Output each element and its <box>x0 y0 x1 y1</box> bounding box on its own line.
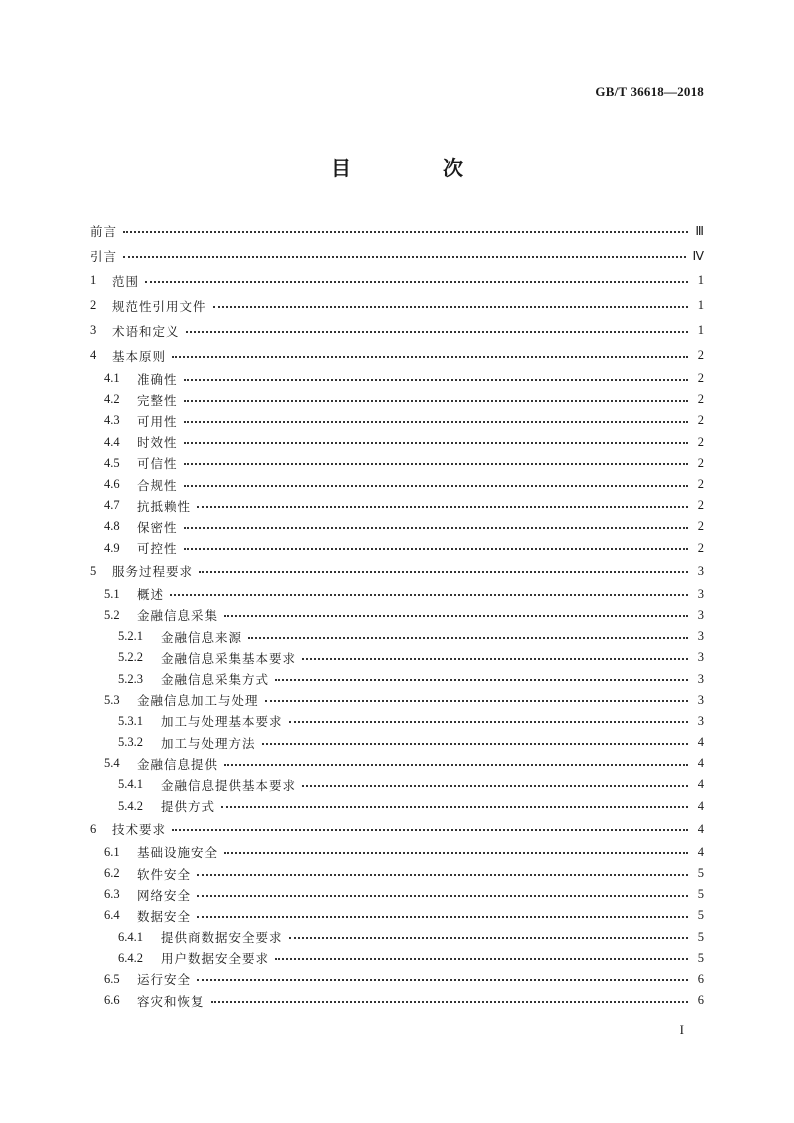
toc-entry[interactable] <box>90 863 704 884</box>
toc-entry-page: Ⅲ <box>695 223 704 238</box>
toc-entry-number: 6.6 <box>104 993 120 1008</box>
toc-entry-page: 5 <box>697 866 704 881</box>
toc-entry-number: 5.2.1 <box>118 629 143 644</box>
toc-entry[interactable] <box>90 559 704 584</box>
toc-entry-page: 5 <box>697 887 704 902</box>
toc-dot-leader <box>302 658 688 660</box>
toc-entry-page: 3 <box>697 650 704 665</box>
toc-entry-title: 金融信息提供基本要求 <box>161 777 297 793</box>
toc-entry-number: 4.1 <box>104 371 120 386</box>
toc-entry-title: 基础设施安全 <box>137 845 219 861</box>
toc-entry-number: 5.1 <box>104 586 120 601</box>
standard-number: GB/T 36618—2018 <box>595 84 704 99</box>
toc-entry-number: 6.4.2 <box>118 950 143 965</box>
toc-entry-page: 4 <box>697 756 704 771</box>
toc-entry[interactable] <box>90 474 704 495</box>
toc-entry[interactable] <box>90 243 704 268</box>
toc-entry[interactable] <box>90 368 704 389</box>
toc-entry-title: 金融信息采集方式 <box>161 672 270 688</box>
toc-entry-number: 4.2 <box>104 392 120 407</box>
toc-entry[interactable] <box>90 817 704 842</box>
toc-dot-leader <box>184 379 688 381</box>
toc-entry-page: 1 <box>697 273 704 287</box>
toc-entry-page: 4 <box>697 844 704 859</box>
toc-entry[interactable] <box>90 432 704 453</box>
toc-entry[interactable] <box>90 647 704 668</box>
toc-entry-title: 合规性 <box>137 477 178 493</box>
toc-entry-number: 5.3.2 <box>118 735 143 750</box>
toc-dot-leader <box>197 895 688 897</box>
toc-entry[interactable] <box>90 495 704 516</box>
toc-dot-leader <box>184 421 688 423</box>
toc-dot-leader <box>197 506 688 508</box>
toc-entry-number: 5.2.2 <box>118 650 143 665</box>
toc-entry-page: 2 <box>697 371 704 386</box>
toc-entry-number: 4 <box>90 348 97 362</box>
toc-entry[interactable] <box>90 318 704 343</box>
toc-entry-number: 1 <box>90 273 97 287</box>
toc-entry[interactable] <box>90 516 704 537</box>
toc-dot-leader <box>275 679 688 681</box>
toc-dot-leader <box>265 700 688 702</box>
toc-dot-leader <box>224 852 688 854</box>
toc-entry-number: 6.4 <box>104 908 120 923</box>
toc-entry-number: 4.7 <box>104 498 120 513</box>
toc-entry[interactable] <box>90 218 704 243</box>
toc-entry-page: 1 <box>697 298 704 312</box>
toc-entry-number: 4.5 <box>104 455 120 470</box>
toc-entry-number: 4.9 <box>104 540 120 555</box>
toc-entry-title: 加工与处理基本要求 <box>161 714 283 730</box>
toc-entry-number: 4.3 <box>104 413 120 428</box>
toc-entry-title: 可信性 <box>137 456 178 472</box>
toc-entry-page: 5 <box>697 908 704 923</box>
toc-dot-leader <box>224 764 688 766</box>
toc-entry-number: 6.5 <box>104 971 120 986</box>
page-folio: I <box>679 1022 684 1037</box>
toc-entry-page: 2 <box>697 498 704 513</box>
toc-entry-number: 6.1 <box>104 844 120 859</box>
toc-entry-title: 数据安全 <box>137 908 192 924</box>
toc-entry-page: 3 <box>697 671 704 686</box>
toc-dot-leader <box>197 979 688 981</box>
toc-dot-leader <box>199 571 688 573</box>
toc-entry-title: 保密性 <box>137 519 178 535</box>
toc-entry-number: 5.2.3 <box>118 671 143 686</box>
toc-dot-leader <box>224 615 688 617</box>
toc-entry[interactable] <box>90 584 704 605</box>
toc-entry-title: 范围 <box>112 273 140 289</box>
toc-entry[interactable] <box>90 927 704 948</box>
table-of-contents <box>90 218 704 1011</box>
toc-entry-title: 运行安全 <box>137 972 192 988</box>
toc-dot-leader <box>262 743 688 745</box>
toc-dot-leader <box>184 463 688 465</box>
toc-entry[interactable] <box>90 732 704 753</box>
toc-dot-leader <box>186 331 688 333</box>
toc-entry-page: 4 <box>697 798 704 813</box>
toc-entry-title: 金融信息加工与处理 <box>137 693 259 709</box>
toc-dot-leader <box>184 442 688 444</box>
toc-entry-page: 3 <box>697 692 704 707</box>
toc-dot-leader <box>123 231 688 233</box>
toc-dot-leader <box>213 306 688 308</box>
toc-entry[interactable] <box>90 668 704 689</box>
toc-entry[interactable] <box>90 990 704 1011</box>
toc-entry-title: 准确性 <box>137 371 178 387</box>
toc-entry-title: 可控性 <box>137 541 178 557</box>
toc-entry-number: 5.4 <box>104 756 120 771</box>
toc-dot-leader <box>197 916 688 918</box>
toc-entry-title: 金融信息采集 <box>137 608 219 624</box>
toc-entry-page: 4 <box>697 777 704 792</box>
toc-entry[interactable] <box>90 842 704 863</box>
toc-entry-page: 2 <box>697 519 704 534</box>
toc-dot-leader <box>172 356 688 358</box>
toc-dot-leader <box>289 937 688 939</box>
toc-entry-title: 网络安全 <box>137 887 192 903</box>
toc-entry-number: 4.4 <box>104 434 120 449</box>
toc-dot-leader <box>275 958 688 960</box>
toc-entry-page: 3 <box>697 629 704 644</box>
toc-entry-page: 3 <box>697 713 704 728</box>
toc-entry-number: 5.2 <box>104 607 120 622</box>
toc-entry-title: 用户数据安全要求 <box>161 951 270 967</box>
toc-entry[interactable] <box>90 690 704 711</box>
toc-entry[interactable] <box>90 905 704 926</box>
toc-entry-page: 2 <box>697 540 704 555</box>
toc-dot-leader <box>211 1001 688 1003</box>
toc-entry-page: 2 <box>697 434 704 449</box>
toc-entry-page: 2 <box>697 477 704 492</box>
toc-entry-number: 6.2 <box>104 866 120 881</box>
toc-entry-page: 6 <box>697 993 704 1008</box>
toc-entry-page: 2 <box>697 455 704 470</box>
toc-entry[interactable] <box>90 969 704 990</box>
toc-entry-page: 1 <box>697 323 704 337</box>
toc-entry-page: 5 <box>697 929 704 944</box>
toc-dot-leader <box>221 806 688 808</box>
toc-entry[interactable] <box>90 605 704 626</box>
toc-dot-leader <box>289 721 688 723</box>
toc-entry-number: 6.3 <box>104 887 120 902</box>
toc-entry-page: 4 <box>697 735 704 750</box>
toc-entry-number: 2 <box>90 298 97 312</box>
toc-entry-title: 提供商数据安全要求 <box>161 930 283 946</box>
toc-entry-title: 规范性引用文件 <box>112 298 207 314</box>
toc-entry[interactable] <box>90 410 704 431</box>
toc-entry-title: 完整性 <box>137 392 178 408</box>
toc-entry-page: 2 <box>697 392 704 407</box>
toc-entry-number: 4.8 <box>104 519 120 534</box>
toc-entry[interactable] <box>90 711 704 732</box>
toc-entry-page: Ⅳ <box>692 248 704 263</box>
toc-entry-number: 5.4.2 <box>118 798 143 813</box>
toc-entry-title: 术语和定义 <box>112 323 180 339</box>
toc-dot-leader <box>145 281 688 283</box>
toc-entry-number: 6.4.1 <box>118 929 143 944</box>
toc-entry-title: 前言 <box>90 223 118 239</box>
toc-title: 目 次 <box>331 156 499 180</box>
toc-entry-title: 概述 <box>137 587 165 603</box>
toc-entry-page: 2 <box>697 348 704 362</box>
toc-entry[interactable] <box>90 796 704 817</box>
toc-entry-title: 技术要求 <box>112 822 167 838</box>
toc-entry-title: 提供方式 <box>161 799 216 815</box>
toc-entry-title: 抗抵赖性 <box>137 498 192 514</box>
toc-entry-title: 引言 <box>90 248 118 264</box>
toc-entry-title: 可用性 <box>137 413 178 429</box>
toc-entry[interactable] <box>90 293 704 318</box>
toc-entry-page: 4 <box>697 821 704 836</box>
toc-dot-leader <box>184 527 688 529</box>
toc-entry-number: 6 <box>90 821 97 836</box>
toc-entry[interactable] <box>90 453 704 474</box>
toc-entry-number: 5 <box>90 563 97 578</box>
toc-dot-leader <box>172 829 688 831</box>
toc-entry[interactable] <box>90 884 704 905</box>
toc-entry[interactable] <box>90 389 704 410</box>
toc-entry-page: 6 <box>697 971 704 986</box>
toc-dot-leader <box>123 256 686 258</box>
toc-entry-title: 服务过程要求 <box>112 564 194 580</box>
toc-entry-number: 5.4.1 <box>118 777 143 792</box>
toc-dot-leader <box>248 637 688 639</box>
toc-dot-leader <box>302 785 688 787</box>
toc-entry-title: 时效性 <box>137 435 178 451</box>
toc-dot-leader <box>197 874 688 876</box>
toc-dot-leader <box>170 594 688 596</box>
toc-entry-number: 4.6 <box>104 477 120 492</box>
toc-entry-page: 3 <box>697 586 704 601</box>
toc-entry[interactable] <box>90 948 704 969</box>
toc-entry[interactable] <box>90 753 704 774</box>
toc-entry[interactable] <box>90 268 704 293</box>
toc-entry-title: 容灾和恢复 <box>137 993 205 1009</box>
toc-dot-leader <box>184 485 688 487</box>
toc-entry-page: 5 <box>697 950 704 965</box>
toc-entry-title: 软件安全 <box>137 866 192 882</box>
toc-entry-title: 金融信息来源 <box>161 629 243 645</box>
toc-entry-number: 5.3 <box>104 692 120 707</box>
toc-entry-page: 3 <box>697 563 704 578</box>
toc-entry-page: 3 <box>697 607 704 622</box>
toc-entry[interactable] <box>90 343 704 368</box>
toc-entry-title: 金融信息提供 <box>137 756 219 772</box>
toc-entry-title: 金融信息采集基本要求 <box>161 650 297 666</box>
toc-dot-leader <box>184 400 688 402</box>
toc-entry-title: 基本原则 <box>112 348 167 364</box>
toc-entry[interactable] <box>90 774 704 795</box>
toc-entry-page: 2 <box>697 413 704 428</box>
toc-entry[interactable] <box>90 538 704 559</box>
toc-entry-number: 3 <box>90 323 97 337</box>
toc-dot-leader <box>184 548 688 550</box>
toc-entry[interactable] <box>90 626 704 647</box>
toc-entry-title: 加工与处理方法 <box>161 735 256 751</box>
toc-entry-number: 5.3.1 <box>118 713 143 728</box>
